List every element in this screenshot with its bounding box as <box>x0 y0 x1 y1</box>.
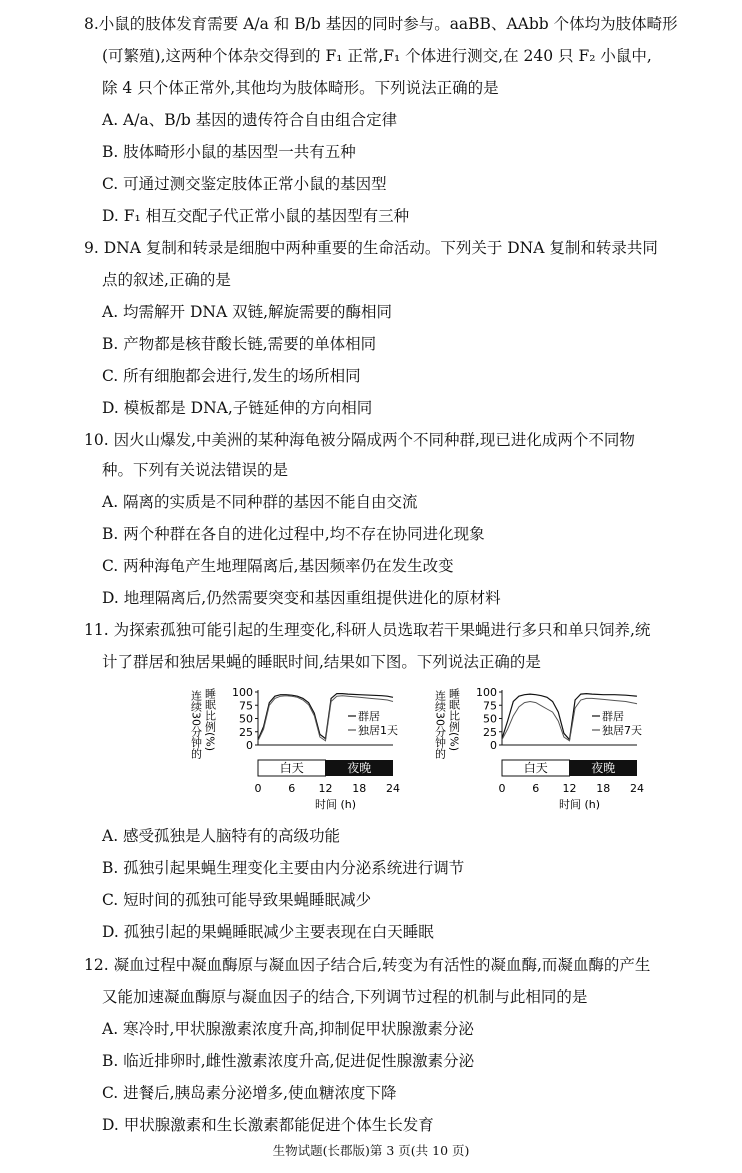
day-label: 白天 <box>523 761 548 775</box>
y-tick-label: 25 <box>483 725 497 739</box>
x-tick-label: 0 <box>498 782 506 795</box>
q12-stem-line-2: 又能加速凝血酶原与凝血因子的结合,下列调节过程的机制与此相同的是 <box>102 988 588 1006</box>
q9-option-a: A. 均需解开 DNA 双链,解旋需要的酶相同 <box>102 303 393 321</box>
q11-stem-line-1: 11. 为探索孤独可能引起的生理变化,科研人员选取若干果蝇进行多只和单只饲养,统 <box>84 621 651 639</box>
q11-option-a: A. 感受孤独是人脑特有的高级功能 <box>102 827 341 845</box>
x-tick-label: 18 <box>352 782 367 795</box>
q10-option-c: C. 两种海龟产生地理隔离后,基因频率仍在发生改变 <box>102 557 454 575</box>
y-axis-label-cont: 睡眠比例(%) <box>447 688 461 752</box>
q9-option-b: B. 产物都是核苷酸长链,需要的单体相同 <box>102 335 377 353</box>
y-tick-label: 100 <box>232 686 253 699</box>
q11-stem-line-2: 计了群居和独居果蝇的睡眠时间,结果如下图。下列说法正确的是 <box>102 653 541 671</box>
q11-option-b: B. 孤独引起果蝇生理变化主要由内分泌系统进行调节 <box>102 859 465 877</box>
q11-option-d: D. 孤独引起的果蝇睡眠减少主要表现在白天睡眠 <box>102 923 434 941</box>
x-tick-label: 6 <box>288 782 296 795</box>
x-tick-label: 24 <box>386 782 400 795</box>
q8-stem-line-2: (可繁殖),这两种个体杂交得到的 F₁ 正常,F₁ 个体进行测交,在 240 只 F₂ 小鼠中, <box>102 47 652 65</box>
y-tick-label: 75 <box>483 699 497 713</box>
y-tick-label: 50 <box>483 712 497 726</box>
q8-option-d: D. F₁ 相互交配子代正常小鼠的基因型有三种 <box>102 207 410 225</box>
sleep-chart-1-svg <box>188 680 403 815</box>
legend-label: 群居 <box>358 710 380 723</box>
sleep-chart-2-svg <box>432 680 647 815</box>
x-tick-label: 12 <box>562 782 577 795</box>
x-axis-label: 时间 (h) <box>558 798 601 811</box>
q12-option-c: C. 进餐后,胰岛素分泌增多,使血糖浓度下降 <box>102 1084 397 1102</box>
y-tick-label: 25 <box>239 725 253 739</box>
y-axis-label: 连续30分钟的 <box>189 690 203 759</box>
q12-option-d: D. 甲状腺激素和生长激素都能促进个体生长发育 <box>102 1116 434 1134</box>
q8-stem-line-3: 除 4 只个体正常外,其他均为肢体畸形。下列说法正确的是 <box>102 79 499 97</box>
q10-stem-line-2: 种。下列有关说法错误的是 <box>102 461 289 479</box>
q12-option-b: B. 临近排卵时,雌性激素浓度升高,促进促性腺激素分泌 <box>102 1052 475 1070</box>
x-tick-label: 0 <box>254 782 262 795</box>
y-axis-label-cont: 睡眠比例(%) <box>203 688 217 752</box>
q9-stem-line-2: 点的叙述,正确的是 <box>102 271 231 289</box>
x-axis-label: 时间 (h) <box>314 798 357 811</box>
q9-stem-line-1: 9. DNA 复制和转录是细胞中两种重要的生命活动。下列关于 DNA 复制和转录共同 <box>84 239 658 257</box>
day-label: 白天 <box>279 761 304 775</box>
x-tick-label: 18 <box>596 782 611 795</box>
y-axis-label: 连续30分钟的 <box>433 690 447 759</box>
q11-option-c: C. 短时间的孤独可能导致果蝇睡眠减少 <box>102 891 372 909</box>
night-label: 夜晚 <box>591 761 616 775</box>
x-tick-label: 24 <box>630 782 644 795</box>
q10-stem-line-1: 10. 因火山爆发,中美洲的某种海龟被分隔成两个不同种群,现已进化成两个不同物 <box>84 431 635 449</box>
q9-option-c: C. 所有细胞都会进行,发生的场所相同 <box>102 367 361 385</box>
x-tick-label: 6 <box>532 782 540 795</box>
legend-label: 独居7天 <box>602 724 642 737</box>
q8-option-a: A. A/a、B/b 基因的遗传符合自由组合定律 <box>102 111 398 129</box>
q9-option-d: D. 模板都是 DNA,子链延伸的方向相同 <box>102 399 373 417</box>
legend-label: 独居1天 <box>358 724 398 737</box>
q8-option-b: B. 肢体畸形小鼠的基因型一共有五种 <box>102 143 356 161</box>
y-tick-label: 50 <box>239 712 253 726</box>
q8-stem-line-1: 8.小鼠的肢体发育需要 A/a 和 B/b 基因的同时参与。aaBB、AAbb 个体均为肢体畸形 <box>84 15 678 33</box>
page-footer: 生物试题(长郡版)第 3 页(共 10 页) <box>272 1143 470 1158</box>
q10-option-d: D. 地理隔离后,仍然需要突变和基因重组提供进化的原材料 <box>102 589 501 607</box>
q8-option-c: C. 可通过测交鉴定肢体正常小鼠的基因型 <box>102 175 387 193</box>
q12-option-a: A. 寒冷时,甲状腺激素浓度升高,抑制促甲状腺激素分泌 <box>102 1020 474 1038</box>
y-tick-label: 100 <box>476 686 497 699</box>
x-tick-label: 12 <box>318 782 333 795</box>
sleep-chart-2 <box>432 680 647 819</box>
sleep-chart-1 <box>188 680 403 819</box>
legend-label: 群居 <box>602 710 624 723</box>
y-tick-label: 0 <box>490 739 497 752</box>
y-tick-label: 0 <box>246 739 253 752</box>
q10-option-a: A. 隔离的实质是不同种群的基因不能自由交流 <box>102 493 418 511</box>
q10-option-b: B. 两个种群在各自的进化过程中,均不存在协同进化现象 <box>102 525 485 543</box>
y-tick-label: 75 <box>239 699 253 713</box>
q12-stem-line-1: 12. 凝血过程中凝血酶原与凝血因子结合后,转变为有活性的凝血酶,而凝血酶的产生 <box>84 956 651 974</box>
night-label: 夜晚 <box>347 761 372 775</box>
